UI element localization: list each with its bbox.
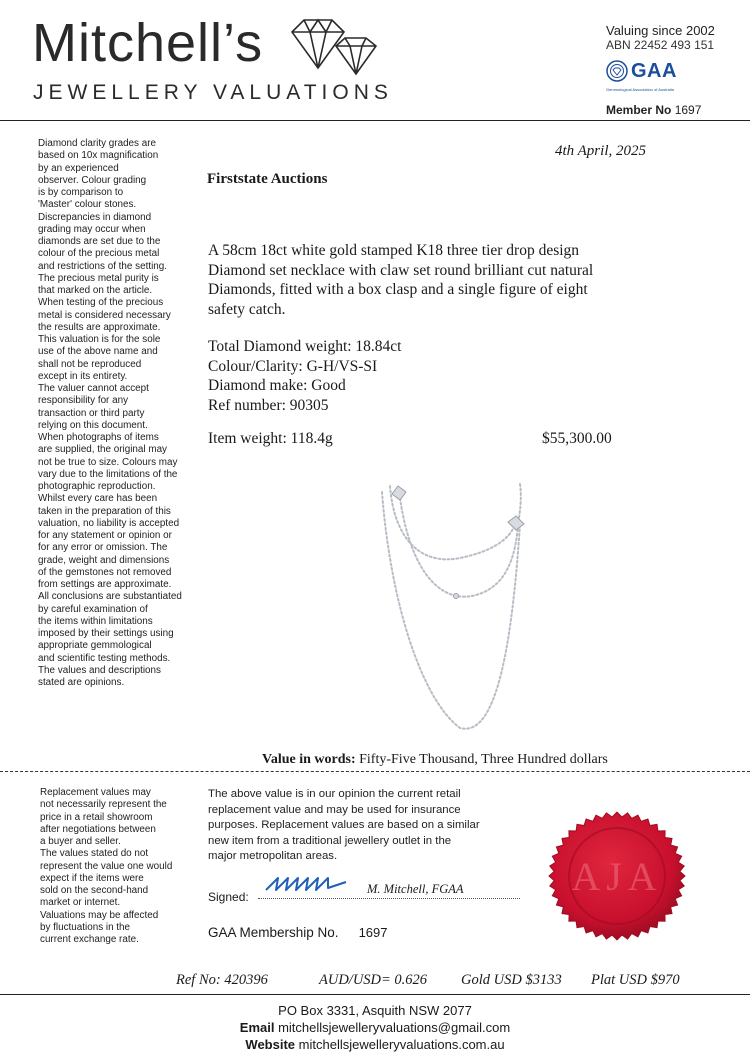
disclaimer-line: When photographs of items (38, 432, 159, 443)
disclaimer-line: metal is considered necessary (38, 309, 171, 321)
replacement-line: not necessarily represent the (40, 799, 167, 811)
disclaimer-line: Diamond clarity grades are (38, 138, 157, 149)
disclaimer-line: When testing of the precious (38, 297, 164, 309)
brand-tagline: JEWELLERY VALUATIONS (33, 81, 393, 104)
disclaimer-line: vary due to the limitations of the (38, 468, 178, 480)
replacement-line: Valuations may be affected (40, 909, 159, 921)
website-line: Website mitchellsjewelleryvaluations.com.au (245, 1037, 505, 1052)
disclaimer-line: the results are approximate. (38, 321, 161, 333)
abn-number: ABN 22452 493 151 (606, 38, 715, 52)
gold-price: Gold USD $3133 (461, 972, 562, 988)
disclaimer-line: stated are opinions. (38, 677, 125, 688)
disclaimer-line: not be true to size. Colours may (38, 456, 178, 468)
signed-label: Signed: (208, 890, 249, 904)
website-link[interactable]: mitchellsjewelleryvaluations.com.au (298, 1037, 505, 1052)
disclaimer-line: colour of the precious metal (38, 248, 160, 260)
email-line: Email mitchellsjewelleryvaluations@gmail.com (239, 1020, 511, 1035)
disclaimer-line: except in its entirety. (38, 370, 128, 382)
disclaimer-line: The valuer cannot accept (38, 383, 149, 394)
gaa-logo-text: GAA (631, 60, 677, 82)
replacement-disclaimer (40, 787, 172, 946)
replacement-line: expect if the items were (40, 872, 144, 884)
platinum-price: Plat USD $970 (591, 972, 680, 988)
replacement-line: price in a retail showroom (40, 811, 153, 823)
header-divider (0, 120, 750, 121)
wax-seal (542, 806, 692, 946)
aud-usd-rate: AUD/USD= 0.626 (319, 972, 428, 988)
disclaimer-line: All conclusions are substantiated (38, 591, 182, 603)
member-number: Member No 1697 (606, 103, 702, 117)
replacement-statement: The above value is in our opinion the current retail replacement value and may be used for insurance purposes. Replacement values are based on a similar new item from a traditional jewellery outlet in the major metropolitan areas. (208, 788, 480, 862)
disclaimer-line: The values and descriptions (38, 664, 161, 676)
diamond-make: Diamond make: Good (208, 377, 346, 394)
replacement-line: represent the value one would (40, 860, 173, 872)
disclaimer-text (38, 138, 182, 689)
signature-line (258, 898, 520, 899)
disclaimer-line: from settings are approximate. (38, 579, 172, 590)
disclaimer-line: The precious metal purity is (38, 272, 159, 284)
disclaimer-line: based on 10x magnification (38, 150, 159, 162)
valuation-price: $55,300.00 (542, 430, 612, 447)
header-info (606, 24, 715, 117)
item-specifications (208, 337, 402, 415)
colour-clarity: Colour/Clarity: G-H/VS-SI (208, 357, 378, 375)
replacement-line: after negotiations between (40, 823, 156, 835)
disclaimer-line: valuation, no liability is accepted (38, 517, 180, 529)
replacement-line: current exchange rate. (40, 934, 139, 945)
disclaimer-line: grade, weight and dimensions (38, 554, 170, 566)
disclaimer-line: the items within limitations (38, 615, 153, 627)
disclaimer-line: shall not be reproduced (38, 358, 142, 370)
disclaimer-line: and scientific testing methods. (38, 652, 171, 664)
disclaimer-line: and restrictions of the setting. (38, 260, 167, 272)
diamond-logo-icon (288, 16, 380, 78)
disclaimer-line: relying on this document. (38, 419, 148, 431)
value-in-words: Value in words: Fifty-Five Thousand, Three Hundred dollars (262, 752, 608, 767)
disclaimer-line: appropriate gemmological (38, 640, 152, 652)
ref-no: Ref No: 420396 (176, 972, 268, 988)
po-box: PO Box 3331, Asquith NSW 2077 (278, 1003, 472, 1018)
disclaimer-line: by careful examination of (38, 603, 148, 615)
disclaimer-line: Discrepancies in diamond (38, 211, 152, 223)
replacement-line: market or internet. (40, 897, 121, 909)
footer-divider (0, 994, 750, 995)
email-link[interactable]: mitchellsjewelleryvaluations@gmail.com (278, 1020, 511, 1035)
disclaimer-line: of the gemstones not removed (38, 566, 172, 578)
disclaimer-line: is by comparison to (38, 187, 124, 198)
disclaimer-line: observer. Colour grading (38, 174, 147, 186)
disclaimer-line: This valuation is for the sole (38, 334, 161, 345)
replacement-line: The values stated do not (40, 848, 149, 860)
disclaimer-line: that marked on the article. (38, 285, 153, 296)
brand-name: Mitchell’s (32, 13, 264, 73)
disclaimer-line: transaction or third party (38, 407, 145, 419)
replacement-line: Replacement values may (40, 787, 151, 798)
total-diamond-weight: Total Diamond weight: 18.84ct (208, 338, 402, 355)
item-description: A 58cm 18ct white gold stamped K18 three tier drop design Diamond set necklace with claw set round brilliant cut natural Diamonds, fitted with a box clasp and a single figure of eight safety catch. (208, 242, 594, 318)
seal-monogram: AJA (571, 854, 663, 899)
disclaimer-line: imposed by their settings using (38, 628, 174, 639)
replacement-line: by fluctuations in the (40, 921, 131, 933)
section-divider (0, 771, 750, 772)
disclaimer-line: use of the above name and (38, 346, 158, 358)
gaa-logo (606, 60, 715, 82)
gaa-emblem-icon (606, 60, 628, 82)
disclaimer-line: photographic reproduction. (38, 481, 156, 492)
disclaimer-line: grading may occur when (38, 223, 146, 235)
footer-contact (0, 1002, 750, 1053)
disclaimer-line: diamonds are set due to the (38, 236, 161, 247)
replacement-line: sold on the second-hand (40, 885, 149, 896)
ref-number: Ref number: 90305 (208, 396, 329, 414)
disclaimer-line: for any error or omission. The (38, 542, 168, 554)
necklace-photo (360, 478, 540, 738)
valuation-date: 4th April, 2025 (555, 143, 646, 159)
disclaimer-line: taken in the preparation of this (38, 505, 171, 517)
disclaimer-line: Whilst every care has been (38, 493, 158, 505)
signature-icon (262, 872, 354, 896)
disclaimer-line: for any statement or opinion or (38, 530, 172, 541)
gaa-logo-caption: Gemmological Association of Australia (606, 87, 674, 92)
disclaimer-line: 'Master' colour stones. (38, 199, 137, 211)
replacement-line: a buyer and seller. (40, 836, 121, 847)
disclaimer-line: are supplied, the original may (38, 444, 167, 456)
disclaimer-line: responsibility for any (38, 395, 129, 407)
signer-name: M. Mitchell, FGAA (367, 882, 464, 896)
gaa-membership: GAA Membership No. 1697 (208, 925, 388, 940)
client-name: Firststate Auctions (207, 171, 328, 187)
valuing-since: Valuing since 2002 (606, 23, 715, 38)
item-weight: Item weight: 118.4g (208, 430, 333, 447)
disclaimer-line: by an experienced (38, 162, 119, 174)
